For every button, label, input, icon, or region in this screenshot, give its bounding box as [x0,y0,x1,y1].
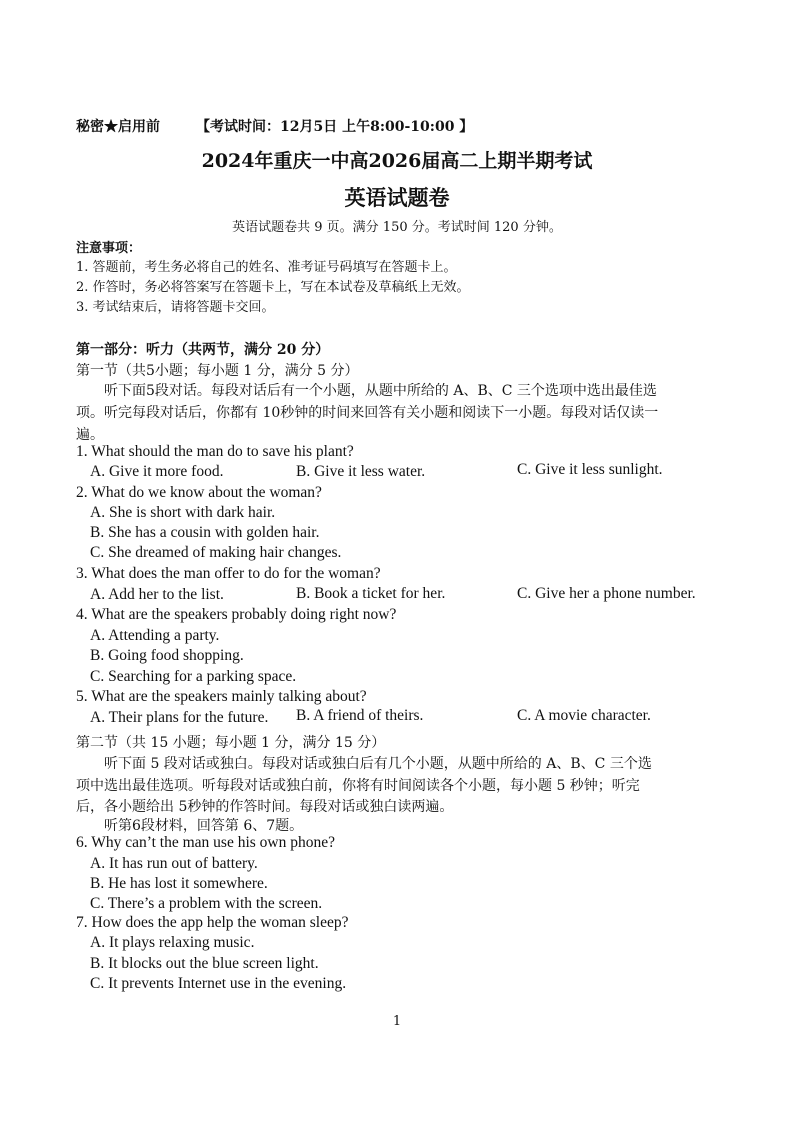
option-6b: B. He has lost it somewhere. [90,875,268,892]
question-5: 5. What are the speakers mainly talking about? [76,688,367,705]
section1-heading: 第一节（共5小题；每小题 1 分，满分 5 分） [76,363,359,379]
exam-info: 英语试题卷共 9 页。满分 150 分。考试时间 120 分钟。 [232,220,562,235]
option-5b: B. A friend of theirs. [296,707,424,724]
option-1c: C. Give it less sunlight. [517,461,663,478]
question-7: 7. How does the app help the woman sleep? [76,914,349,931]
confidential-label: 秘密★启用前 [76,119,160,135]
exam-subtitle: 英语试题卷 [344,185,450,210]
question-4: 4. What are the speakers probably doing right now? [76,606,397,623]
section2-instruction: 后，各小题给出 5秒钟的作答时间。每段对话或独白读两遍。 [76,799,454,815]
part1-heading: 第一部分：听力（共两节，满分 20 分） [76,342,330,358]
notes-heading: 注意事项： [76,241,142,256]
option-1b: B. Give it less water. [296,463,426,480]
option-2b: B. She has a cousin with golden hair. [90,524,320,541]
option-3c: C. Give her a phone number. [517,585,696,602]
question-1: 1. What should the man do to save his plant? [76,443,354,460]
question-3: 3. What does the man offer to do for the woman? [76,565,381,582]
note-item: 2. 作答时，务必将答案写在答题卡上，写在本试卷及草稿纸上无效。 [76,280,470,295]
section1-instruction: 遍。 [76,427,104,443]
option-7c: C. It prevents Internet use in the evening. [90,975,347,992]
option-4b: B. Going food shopping. [90,647,244,664]
option-2a: A. She is short with dark hair. [90,504,276,521]
option-3b: B. Book a ticket for her. [296,585,446,602]
option-6c: C. There’s a problem with the screen. [90,895,323,912]
option-1a: A. Give it more food. [90,463,224,480]
option-7b: B. It blocks out the blue screen light. [90,955,319,972]
note-item: 1. 答题前，考生务必将自己的姓名、准考证号码填写在答题卡上。 [76,260,457,275]
page-number: 1 [392,1014,402,1029]
option-5a: A. Their plans for the future. [90,709,269,726]
exam-title: 2024年重庆一中高2026届高二上期半期考试 [201,150,593,172]
option-7a: A. It plays relaxing music. [90,934,255,951]
option-5c: C. A movie character. [517,707,651,724]
section2-instruction: 项中选出最佳选项。听每段对话或独白前，你将有时间阅读各个小题，每小题 5 秒钟；听完 [76,778,640,794]
section2-heading: 第二节（共 15 小题；每小题 1 分，满分 15 分） [76,735,386,751]
option-6a: A. It has run out of battery. [90,855,258,872]
exam-time: 【考试时间：12月5日 上午8:00-10:00 】 [196,119,474,135]
option-3a: A. Add her to the list. [90,586,224,603]
option-4c: C. Searching for a parking space. [90,668,297,685]
note-item: 3. 考试结束后，请将答题卡交回。 [76,300,275,315]
option-4a: A. Attending a party. [90,627,220,644]
material-note: 听第6段材料，回答第 6、7题。 [104,818,304,834]
question-2: 2. What do we know about the woman? [76,484,322,501]
section1-instruction: 项。听完每段对话后，你都有 10秒钟的时间来回答有关小题和阅读下一小题。每段对话仅读一 [76,405,659,421]
section1-instruction: 听下面5段对话。每段对话后有一个小题，从题中所给的 A、B、C 三个选项中选出最佳选 [104,383,657,399]
option-2c: C. She dreamed of making hair changes. [90,544,342,561]
section2-instruction: 听下面 5 段对话或独白。每段对话或独白后有几个小题，从题中所给的 A、B、C 三个选 [104,756,652,772]
question-6: 6. Why can’t the man use his own phone? [76,834,335,851]
